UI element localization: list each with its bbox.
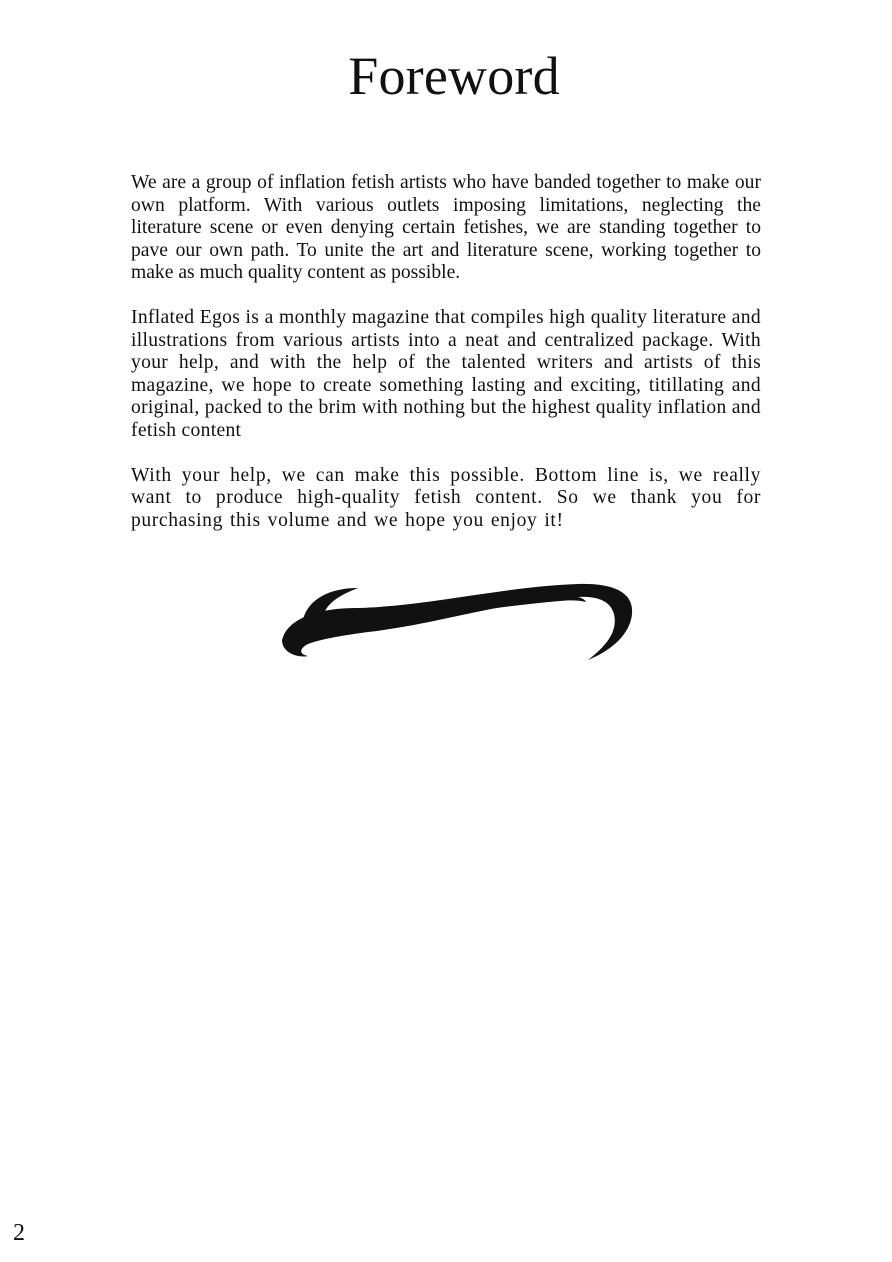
foreword-body (131, 172, 761, 554)
flourish-swash-icon (278, 578, 638, 668)
paragraph-thanks: With your help, we can make this possible. Bottom line is, we really want to produce high-quality fetish content. So we thank you for purchasing this volume and we hope you enjoy it! (131, 464, 761, 531)
paragraph-magazine: Inflated Egos is a monthly magazine that compiles high quality literature and illustrations from various artists into a neat and centralized package. With your help, and with the help of the talented writers and artists of this magazine, we hope to create something lasting and exciting, titillating and original, packed to the brim with nothing but the highest quality inflation and fetish content (131, 306, 761, 441)
page-title: Foreword (348, 46, 560, 106)
page-number: 2 (13, 1220, 25, 1246)
paragraph-intro: We are a group of inflation fetish artists who have banded together to make our own platform. With various outlets imposing limitations, neglecting the literature scene or even denying certain fetishes, we are standing together to pave our own path. To unite the art and literature scene, working together to make as much quality content as possible. (131, 172, 761, 284)
